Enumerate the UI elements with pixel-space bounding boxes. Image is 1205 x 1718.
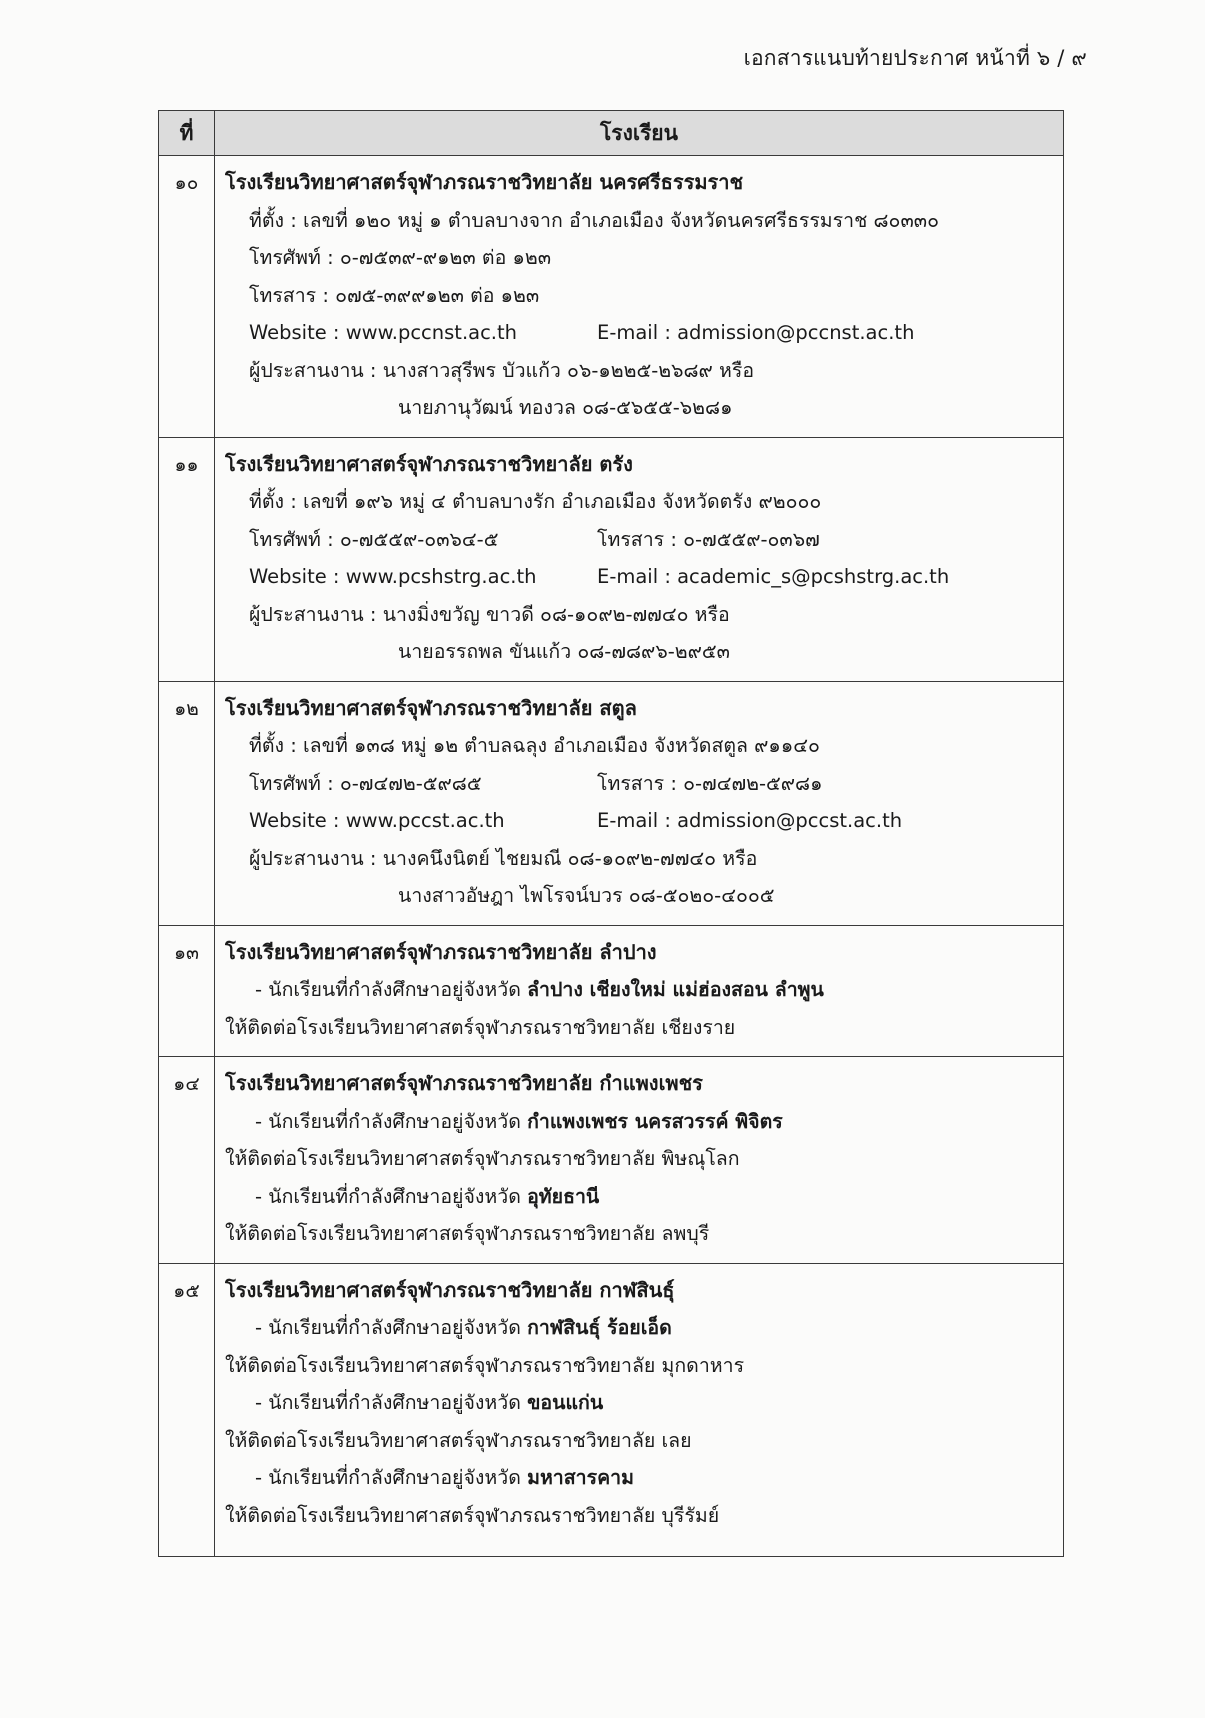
contact-school-line: ให้ติดต่อโรงเรียนวิทยาศาสตร์จุฬาภรณราชวิทยาลัย เลย (225, 1428, 692, 1452)
contact-school-line: ให้ติดต่อโรงเรียนวิทยาศาสตร์จุฬาภรณราชวิทยาลัย เชียงราย (225, 1015, 736, 1039)
page-header: เอกสารแนบท้ายประกาศ หน้าที่ ๖ / ๙ (743, 46, 1087, 70)
school-address: ที่ตั้ง : เลขที่ ๑๓๘ หมู่ ๑๒ ตำบลฉลุง อำเภอเมือง จังหวัดสตูล ๙๑๑๔๐ (249, 734, 820, 757)
school-email[interactable]: E-mail : admission@pccnst.ac.th (597, 321, 915, 344)
row-number: ๑๑ (159, 437, 215, 681)
school-cell (215, 156, 1064, 438)
row-number: ๑๓ (159, 925, 215, 1057)
table-header-row (159, 111, 1064, 156)
row-number: ๑๔ (159, 1057, 215, 1264)
school-email[interactable]: E-mail : academic_s@pcshstrg.ac.th (597, 565, 950, 588)
contact-school-line: ให้ติดต่อโรงเรียนวิทยาศาสตร์จุฬาภรณราชวิทยาลัย พิษณุโลก (225, 1147, 740, 1170)
province-list: อุทัยธานี (527, 1184, 600, 1208)
row-number: ๑๒ (159, 681, 215, 925)
student-province-line (225, 1384, 1053, 1422)
school-web-row (225, 314, 1053, 352)
province-list: ลำปาง เชียงใหม่ แม่ฮ่องสอน ลำพูน (527, 978, 824, 1001)
school-cell (215, 925, 1064, 1057)
student-prefix: - นักเรียนที่กำลังศึกษาอยู่จังหวัด (255, 1466, 521, 1489)
school-coordinator: ผู้ประสานงาน : นางมิ่งขวัญ ขาวดี ๐๘-๑๐๙๒-๗๗๔๐ หรือ (249, 602, 730, 626)
school-phone: โทรศัพท์ : ๐-๗๔๗๒-๕๙๘๕ (249, 771, 482, 795)
school-phone-row (225, 521, 1053, 559)
school-title: โรงเรียนวิทยาศาสตร์จุฬาภรณราชวิทยาลัย กาฬสินธุ์ (225, 1277, 675, 1302)
school-title: โรงเรียนวิทยาศาสตร์จุฬาภรณราชวิทยาลัย สตูล (225, 695, 637, 720)
student-prefix: - นักเรียนที่กำลังศึกษาอยู่จังหวัด (255, 1109, 521, 1133)
row-number: ๑๐ (159, 156, 215, 438)
school-coordinator-alt: นายภานุวัฒน์ ทองวล ๐๘-๕๖๕๕-๖๒๘๑ (398, 396, 733, 419)
school-website[interactable]: Website : www.pccnst.ac.th (249, 321, 518, 344)
school-title: โรงเรียนวิทยาศาสตร์จุฬาภรณราชวิทยาลัย กำแพงเพชร (225, 1071, 703, 1095)
student-prefix: - นักเรียนที่กำลังศึกษาอยู่จังหวัด (255, 978, 521, 1001)
province-list: ขอนแก่น (527, 1391, 604, 1414)
school-coordinator: ผู้ประสานงาน : นางสาวสุรีพร บัวแก้ว ๐๖-๑๒๒๕-๒๖๘๙ หรือ (249, 358, 755, 382)
province-list: มหาสารคาม (527, 1466, 634, 1489)
school-address: ที่ตั้ง : เลขที่ ๑๙๖ หมู่ ๔ ตำบลบางรัก อำเภอเมือง จังหวัดตรัง ๙๒๐๐๐ (249, 490, 822, 513)
school-web-row (225, 558, 1053, 596)
table-row (159, 437, 1064, 681)
student-province-line (225, 971, 1053, 1009)
school-web-row (225, 802, 1053, 840)
row-number: ๑๕ (159, 1263, 215, 1557)
school-website[interactable]: Website : www.pccst.ac.th (249, 809, 505, 832)
school-fax: โทรสาร : ๐-๗๕๕๙-๐๓๖๗ (597, 527, 820, 551)
student-province-line (225, 1103, 1053, 1141)
schools-table (158, 110, 1064, 1557)
school-coordinator-alt: นายอรรถพล ขันแก้ว ๐๘-๗๘๙๖-๒๙๕๓ (398, 640, 730, 663)
column-header-no: ที่ (159, 111, 215, 156)
school-website[interactable]: Website : www.pcshstrg.ac.th (249, 565, 537, 588)
contact-school-line: ให้ติดต่อโรงเรียนวิทยาศาสตร์จุฬาภรณราชวิทยาลัย มุกดาหาร (225, 1353, 745, 1377)
school-cell (215, 681, 1064, 925)
student-prefix: - นักเรียนที่กำลังศึกษาอยู่จังหวัด (255, 1391, 521, 1414)
school-title: โรงเรียนวิทยาศาสตร์จุฬาภรณราชวิทยาลัย ลำปาง (225, 939, 657, 964)
table-row (159, 681, 1064, 925)
school-phone: โทรศัพท์ : ๐-๗๕๓๙-๙๑๒๓ ต่อ ๑๒๓ (249, 246, 552, 269)
school-coordinator: ผู้ประสานงาน : นางคนึงนิตย์ ไชยมณี ๐๘-๑๐๙๒-๗๗๔๐ หรือ (249, 846, 758, 870)
school-cell (215, 437, 1064, 681)
student-prefix: - นักเรียนที่กำลังศึกษาอยู่จังหวัด (255, 1184, 521, 1208)
student-province-line (225, 1178, 1053, 1216)
contact-school-line: ให้ติดต่อโรงเรียนวิทยาศาสตร์จุฬาภรณราชวิทยาลัย บุรีรัมย์ (225, 1503, 720, 1527)
school-cell (215, 1057, 1064, 1264)
school-fax: โทรสาร : ๐๗๕-๓๙๙๑๒๓ ต่อ ๑๒๓ (249, 283, 540, 307)
school-title: โรงเรียนวิทยาศาสตร์จุฬาภรณราชวิทยาลัย นครศรีธรรมราช (225, 170, 744, 194)
school-cell (215, 1263, 1064, 1557)
table-row (159, 1057, 1064, 1264)
school-fax: โทรสาร : ๐-๗๔๗๒-๕๙๘๑ (597, 771, 823, 795)
contact-school-line: ให้ติดต่อโรงเรียนวิทยาศาสตร์จุฬาภรณราชวิทยาลัย ลพบุรี (225, 1222, 710, 1245)
school-coordinator-alt: นางสาวอัษฎา ไพโรจน์บวร ๐๘-๕๐๒๐-๔๐๐๕ (398, 884, 775, 907)
column-header-school: โรงเรียน (215, 111, 1064, 156)
school-title: โรงเรียนวิทยาศาสตร์จุฬาภรณราชวิทยาลัย ตรัง (225, 451, 633, 476)
table-row (159, 925, 1064, 1057)
province-list: กาฬสินธุ์ ร้อยเอ็ด (527, 1316, 672, 1339)
school-phone-row (225, 765, 1053, 803)
student-province-line (225, 1309, 1053, 1347)
school-phone: โทรศัพท์ : ๐-๗๕๕๙-๐๓๖๔-๕ (249, 527, 499, 551)
student-province-line (225, 1459, 1053, 1497)
student-prefix: - นักเรียนที่กำลังศึกษาอยู่จังหวัด (255, 1316, 521, 1339)
school-address: ที่ตั้ง : เลขที่ ๑๒๐ หมู่ ๑ ตำบลบางจาก อำเภอเมือง จังหวัดนครศรีธรรมราช ๘๐๓๓๐ (249, 208, 940, 232)
province-list: กำแพงเพชร นครสวรรค์ พิจิตร (527, 1109, 783, 1133)
table-row (159, 1263, 1064, 1557)
school-email[interactable]: E-mail : admission@pccst.ac.th (597, 809, 903, 832)
table-row (159, 156, 1064, 438)
